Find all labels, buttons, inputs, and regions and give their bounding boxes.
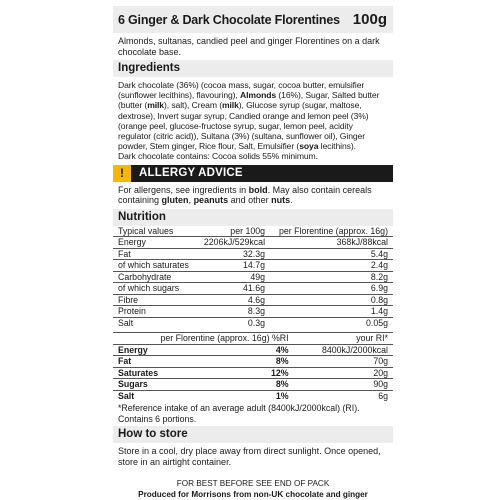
nutrition-row: [113, 237, 393, 249]
nutrition-header-row: [113, 226, 393, 237]
per-100g-value: 32.3g: [197, 248, 270, 260]
text-segment: ), salt), Cream (: [163, 100, 222, 111]
per-florentine-value: 0.05g: [270, 317, 393, 328]
nutrient-label: Fat: [113, 248, 197, 260]
allergen-bold: milk: [147, 100, 164, 111]
per-100g-value: 8.3g: [197, 306, 270, 318]
text-segment: . May also contain cereals containing: [118, 184, 372, 206]
ri-row: [113, 379, 393, 391]
nutrition-row: [113, 306, 393, 318]
ri-header-row: [113, 333, 393, 345]
product-weight: 100g: [352, 11, 387, 28]
per-100g-value: 4.6g: [197, 294, 270, 306]
header-label: Typical values: [118, 225, 174, 236]
ri-row: [113, 390, 393, 401]
title-bar: [113, 6, 393, 33]
ri-row: [113, 356, 393, 368]
allergen-bold: nuts: [271, 195, 291, 206]
per-florentine-value: 2.4g: [270, 260, 393, 272]
per-100g-value: 49g: [197, 271, 270, 283]
ri-row: [113, 367, 393, 379]
ingredients-section: [113, 77, 393, 163]
text-segment: For allergens, see ingredients in: [118, 184, 249, 195]
ri-percent-value: 8%: [229, 356, 293, 368]
ri-nutrient-label: Energy: [113, 344, 229, 356]
nutrition-row: [113, 283, 393, 295]
ri-footnote: *Reference intake of an average adult (8400kJ/2000kcal) (RI).: [118, 403, 360, 414]
per-100g-value: 0.3g: [197, 317, 270, 328]
per-florentine-value: 5.4g: [270, 248, 393, 260]
ri-percent-value: 12%: [229, 367, 293, 379]
text-segment: Dark chocolate (36%) (cocoa mass, sugar, cocoa butter, emulsifier (sunflower lecithins), flavouring),: [118, 80, 365, 101]
ri-reference-value: 6g: [294, 390, 393, 401]
per-florentine-value: 368kJ/88kcal: [270, 237, 393, 249]
ri-row: [113, 344, 393, 356]
product-title: 6 Ginger & Dark Chocolate Florentines: [118, 12, 340, 27]
nutrition-row: [113, 248, 393, 260]
ri-reference-value: 70g: [294, 356, 393, 368]
ingredients-text: [118, 80, 387, 151]
ri-table: [113, 332, 393, 401]
ri-reference-value: 20g: [294, 367, 393, 379]
ri-header-percent: per Florentine (approx. 16g) %RI: [113, 333, 294, 345]
portions-note: Contains 6 portions.: [118, 413, 197, 424]
nutrient-label: of which saturates: [113, 260, 197, 272]
ri-header-your-ri: your RI*: [294, 333, 393, 345]
ri-percent-value: 1%: [229, 390, 293, 401]
text-segment: (16%), Sugar, Salted butter (butter (: [118, 90, 380, 111]
text-segment: lecithins).: [318, 141, 356, 152]
ri-nutrient-label: Saturates: [113, 367, 229, 379]
ri-reference-value: 8400kJ/2000kcal: [294, 344, 393, 356]
nutrient-label: of which sugars: [113, 283, 197, 295]
nutrient-label: Salt: [113, 317, 197, 328]
text-segment: ), Glucose syrup (sugar, maltose, dextrose), Invert sugar syrup, Candied orange and lemon peel (3%) (orange peel, glucose-fructose syrup, sugar, lemon peel, acidity regulator (citric acid)), Sultana (3%) (sultana, sunflower oil), Ginger powder, Stem ginger, Rice flour, Salt, Emulsifier (: [118, 100, 369, 152]
allergy-banner: [113, 165, 393, 182]
product-description: Almonds, sultanas, candied peel and ginger Florentines on a dark chocolate base.: [118, 36, 380, 57]
allergen-bold: gluten: [161, 195, 189, 206]
ri-nutrient-label: Salt: [113, 390, 229, 401]
product-label: [113, 6, 393, 500]
nutrient-label: Fibre: [113, 294, 197, 306]
text-segment: and other: [228, 195, 272, 206]
nutrition-row: [113, 294, 393, 306]
nutrient-label: Energy: [113, 237, 197, 249]
nutrition-row: [113, 260, 393, 272]
best-before-note: FOR BEST BEFORE SEE END OF PACK: [176, 479, 330, 489]
cocoa-note: Dark chocolate contains: Cocoa solids 55% minimum.: [118, 151, 318, 162]
ingredients-heading: Ingredients: [113, 60, 393, 77]
allergy-heading: ALLERGY ADVICE: [139, 167, 243, 180]
header-per-100g: per 100g: [230, 225, 266, 236]
per-florentine-value: 0.8g: [270, 294, 393, 306]
nutrition-row: [113, 271, 393, 283]
allergen-bold: bold: [248, 184, 268, 195]
text-segment: ,: [188, 195, 194, 206]
per-florentine-value: 8.2g: [270, 271, 393, 283]
ri-percent-value: 4%: [229, 344, 293, 356]
produced-for-note: Produced for Morrisons from non-UK chocolate and ginger: [138, 490, 368, 500]
nutrition-row: [113, 317, 393, 328]
allergen-bold: Almonds: [240, 90, 277, 101]
allergen-bold: soya: [299, 141, 319, 152]
allergen-bold: milk: [221, 100, 239, 111]
allergy-text: [113, 182, 393, 209]
per-100g-value: 14.7g: [197, 260, 270, 272]
footer: [113, 478, 393, 500]
per-florentine-value: 1.4g: [270, 306, 393, 318]
per-100g-value: 2206kJ/529kcal: [197, 237, 270, 249]
nutrient-label: Protein: [113, 306, 197, 318]
text-segment: .: [290, 195, 293, 206]
storage-heading: How to store: [113, 426, 393, 443]
ri-nutrient-label: Fat: [113, 356, 229, 368]
nutrient-label: Carbohydrate: [113, 271, 197, 283]
ri-reference-value: 90g: [294, 379, 393, 391]
per-100g-value: 41.6g: [197, 283, 270, 295]
nutrition-footnote: [113, 401, 393, 426]
nutrition-table: [113, 226, 393, 329]
storage-text: Store in a cool, dry place away from direct sunlight. Once opened, store in an airtight container.: [118, 446, 381, 467]
nutrition-heading: Nutrition: [113, 209, 393, 226]
ri-percent-value: 8%: [229, 379, 293, 391]
ri-nutrient-label: Sugars: [113, 379, 229, 391]
allergen-bold: peanuts: [193, 195, 229, 206]
header-per-florentine: per Florentine (approx. 16g): [278, 225, 388, 236]
warning-icon: !: [113, 165, 131, 182]
per-florentine-value: 6.9g: [270, 283, 393, 295]
